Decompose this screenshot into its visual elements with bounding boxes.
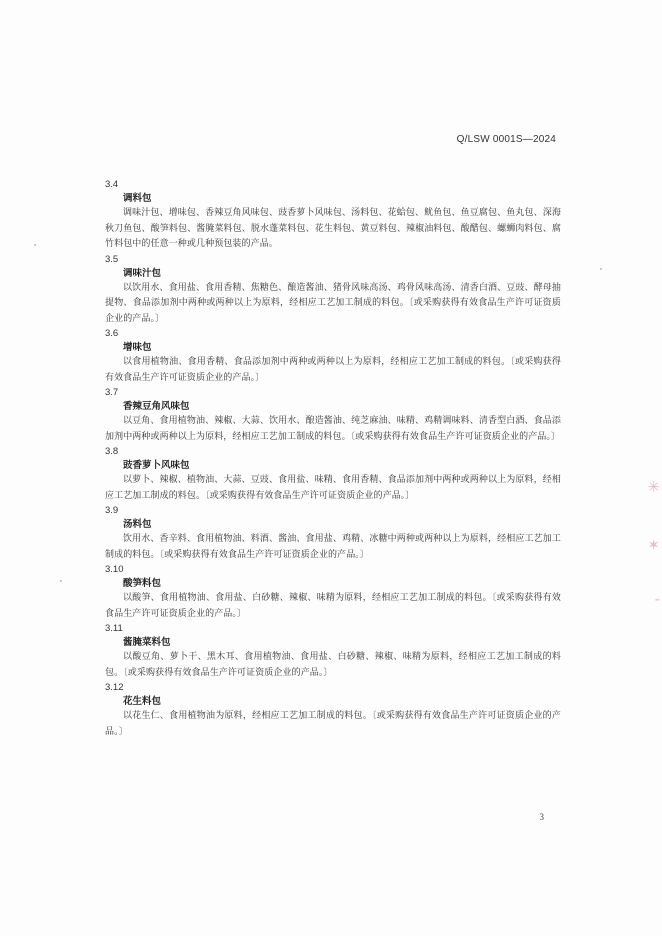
document-body: [105, 178, 561, 740]
section-3-12: [105, 681, 561, 740]
section-body: 以酸豆角、萝卜干、黑木耳、食用植物油、食用盐、白砂糖、辣椒、味精为原料，经相应工艺加工制成的料包。〔或采购获得有效食品生产许可证资质企业的产品。〕: [105, 652, 561, 678]
section-3-10: [105, 563, 561, 622]
section-3-9: [105, 504, 561, 563]
section-body: 以豆角、食用植物油、辣椒、大蒜、饮用水、酿造酱油、纯芝麻油、味精、鸡精调味料、清香型白酒、食品添加剂中两种或两种以上为原料，经相应工艺加工制成的料包。〔或采购获得有效食品生产许可证资质企业的产品。〕: [105, 416, 561, 442]
scan-speck: [34, 244, 36, 246]
section-number: 3.8: [105, 446, 119, 457]
section-number: 3.4: [105, 179, 119, 190]
section-number: 3.7: [105, 387, 119, 398]
page-number: 3: [539, 812, 544, 822]
section-3-5: [105, 253, 561, 328]
section-title: 酸笋料包: [123, 578, 162, 589]
section-title: 花生料包: [123, 696, 162, 707]
section-number: 3.9: [105, 505, 119, 516]
section-3-6: [105, 327, 561, 386]
section-body: 以花生仁、食用植物油为原料，经相应工艺加工制成的料包。〔或采购获得有效食品生产许可证资质企业的产品。〕: [105, 711, 561, 737]
section-3-7: [105, 386, 561, 445]
section-title: 香辣豆角风味包: [123, 401, 190, 412]
section-body: 以萝卜、辣椒、植物油、大蒜、豆豉、食用盐、味精、食用香精、食品添加剂中两种或两种以上为原料，经相应工艺加工制成的料包。〔或采购获得有效食品生产许可证资质企业的产品。〕: [105, 475, 561, 501]
document-code: Q/LSW 0001S—2024: [456, 134, 556, 145]
section-number: 3.6: [105, 328, 119, 339]
section-number: 3.12: [105, 682, 124, 693]
section-title: 调料包: [123, 193, 152, 204]
section-number: 3.10: [105, 564, 124, 575]
section-title: 酱腌菜料包: [123, 637, 171, 648]
section-3-8: [105, 445, 561, 504]
section-body: 以酸笋、食用植物油、食用盐、白砂糖、辣椒、味精为原料，经相应工艺加工制成的料包。〔或采购获得有效食品生产许可证资质企业的产品。〕: [105, 593, 561, 619]
section-body: 饮用水、香辛料、食用植物油、料酒、酱油、食用盐、鸡精、冰糖中两种或两种以上为原料，经相应工艺加工制成的料包。〔或采购获得有效食品生产许可证资质企业的产品。〕: [105, 534, 561, 560]
section-title: 汤料包: [123, 519, 152, 530]
section-title: 豉香萝卜风味包: [123, 460, 190, 471]
scan-speck: [60, 580, 62, 582]
section-number: 3.11: [105, 623, 123, 634]
section-3-4: [105, 178, 561, 253]
section-3-11: [105, 622, 561, 681]
section-body: 以食用植物油、食用香精、食品添加剂中两种或两种以上为原料，经相应工艺加工制成的料包。〔或采购获得有效食品生产许可证资质企业的产品。〕: [105, 357, 561, 383]
seal-stamp-edge: ✳ ✶ ‐: [647, 478, 660, 608]
section-title: 调味汁包: [123, 267, 162, 279]
section-number: 3.5: [105, 253, 119, 265]
section-body: 调味汁包、增味包、香辣豆角风味包、豉香萝卜风味包、汤料包、花蛤包、鱿鱼包、鱼豆腐包、鱼丸包、深海秋刀鱼包、酸笋料包、酱腌菜料包、脱水蓬菜料包、花生料包、黄豆料包、辣椒油料包、酸醋包、螺蛳肉料包、腐竹料包中的任意一种或几种预包装的产品。: [105, 208, 561, 249]
scan-speck: [600, 268, 602, 270]
section-title: 增味包: [123, 342, 152, 353]
section-body: 以饮用水、食用盐、食用香精、焦糖色、酿造酱油、猪骨风味高汤、鸡骨风味高汤、清香白酒、豆豉、酵母抽提物、食品添加剂中两种或两种以上为原料，经相应工艺加工制成的料包。〔或采购获得有效食品生产许可证资质企业的产品。〕: [105, 282, 561, 324]
